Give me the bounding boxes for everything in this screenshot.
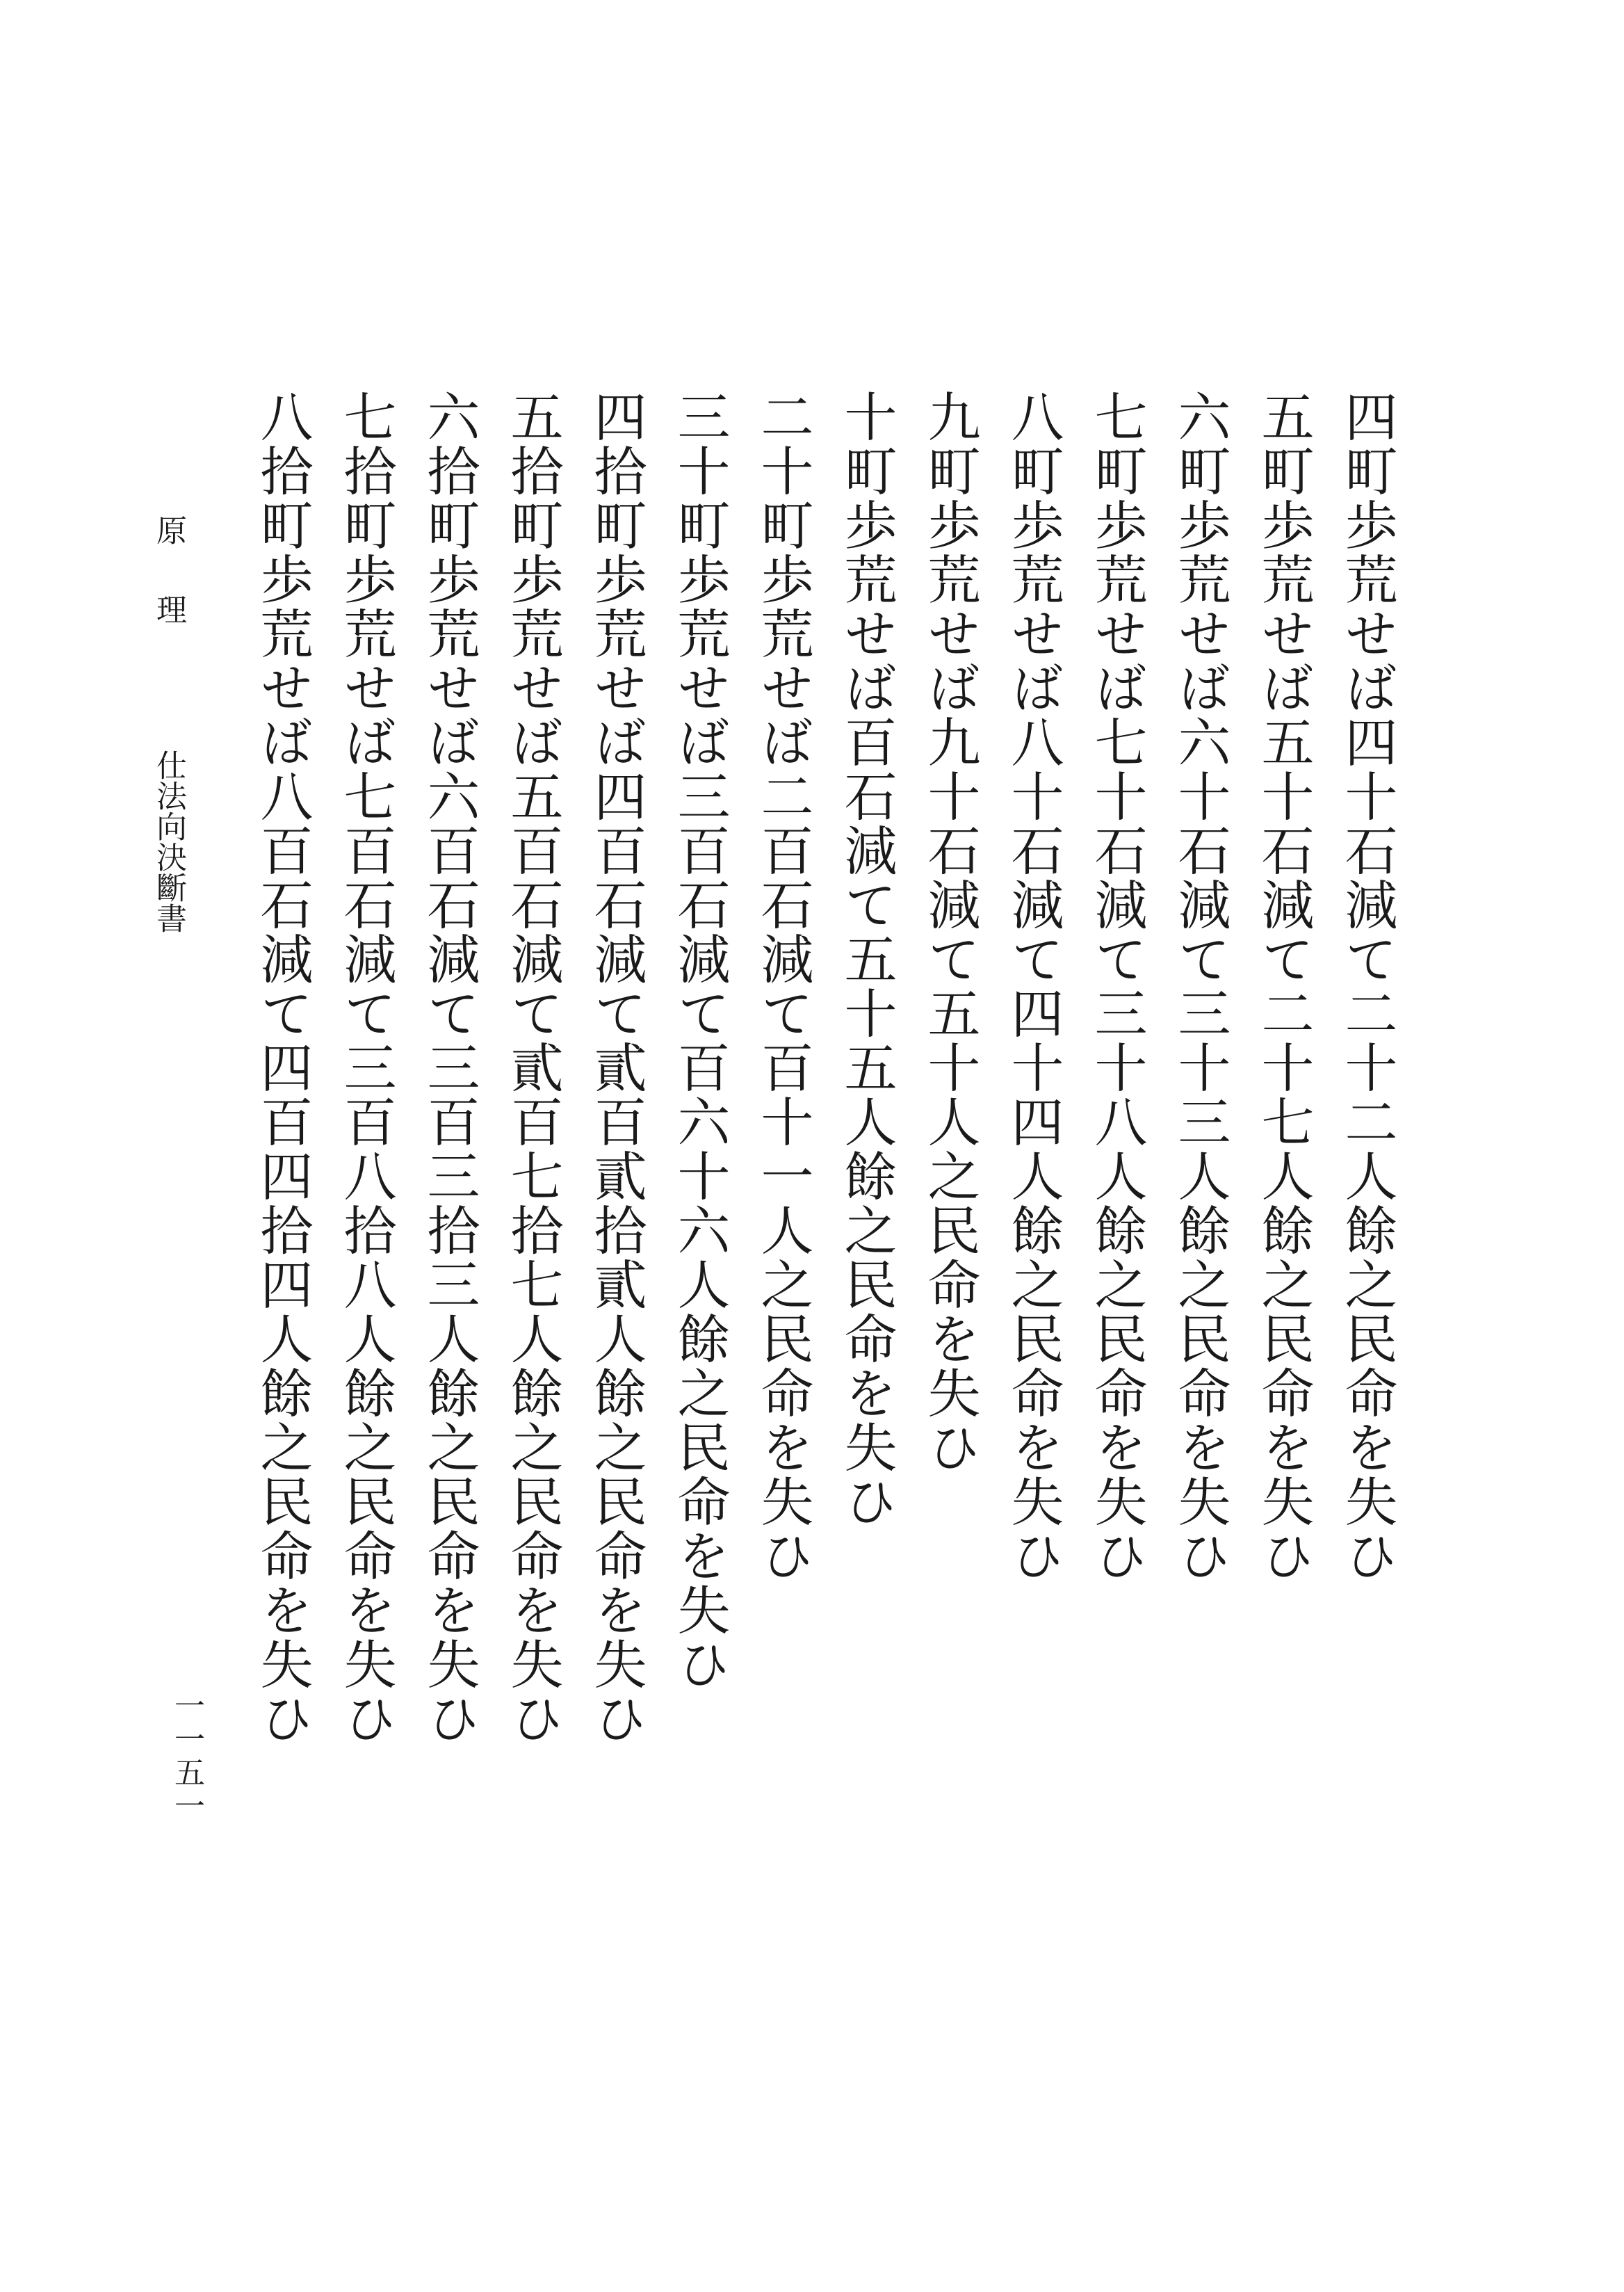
text-line: 八町歩荒せば八十石減て四十四人餘之民命を失ひ [1002, 389, 1064, 1583]
text-line: 五拾町歩荒せば五百石減て貳百七拾七人餘之民命を失ひ [502, 389, 564, 1745]
text-line: 六町歩荒せば六十石減て三十三人餘之民命を失ひ [1169, 389, 1231, 1583]
body-text [241, 389, 1408, 1745]
text-line: 六拾町歩荒せば六百石減て三百三拾三人餘之民命を失ひ [419, 389, 480, 1745]
text-line: 九町歩荒せば九十石減て五十人之民命を失ひ [919, 389, 981, 1474]
text-line: 八拾町歩荒せば八百石減て四百四拾四人餘之民命を失ひ [252, 389, 314, 1745]
text-line: 五町歩荒せば五十石減て二十七人餘之民命を失ひ [1253, 389, 1315, 1583]
running-head-section: 仕法向決斷書 [151, 750, 186, 933]
text-line: 四拾町歩荒せば四百石減て貳百貳拾貳人餘之民命を失ひ [585, 389, 647, 1745]
text-line: 三十町歩荒せば三百石減て百六十六人餘之民命を失ひ [669, 389, 731, 1691]
running-head-book: 原理 [151, 515, 186, 673]
page-number: 一一五一 [169, 1690, 204, 1823]
text-line: 七町歩荒せば七十石減て三十八人餘之民命を失ひ [1086, 389, 1148, 1583]
text-line: 十町歩荒せば百石減て五十五人餘之民命を失ひ [836, 389, 898, 1528]
running-head [147, 515, 189, 933]
text-line: 四町歩荒せば四十石減て二十二人餘之民命を失ひ [1336, 389, 1398, 1583]
text-line: 七拾町歩荒せば七百石減て三百八拾八人餘之民命を失ひ [335, 389, 397, 1745]
text-line: 二十町歩荒せば二百石減て百十一人之民命を失ひ [752, 389, 814, 1583]
